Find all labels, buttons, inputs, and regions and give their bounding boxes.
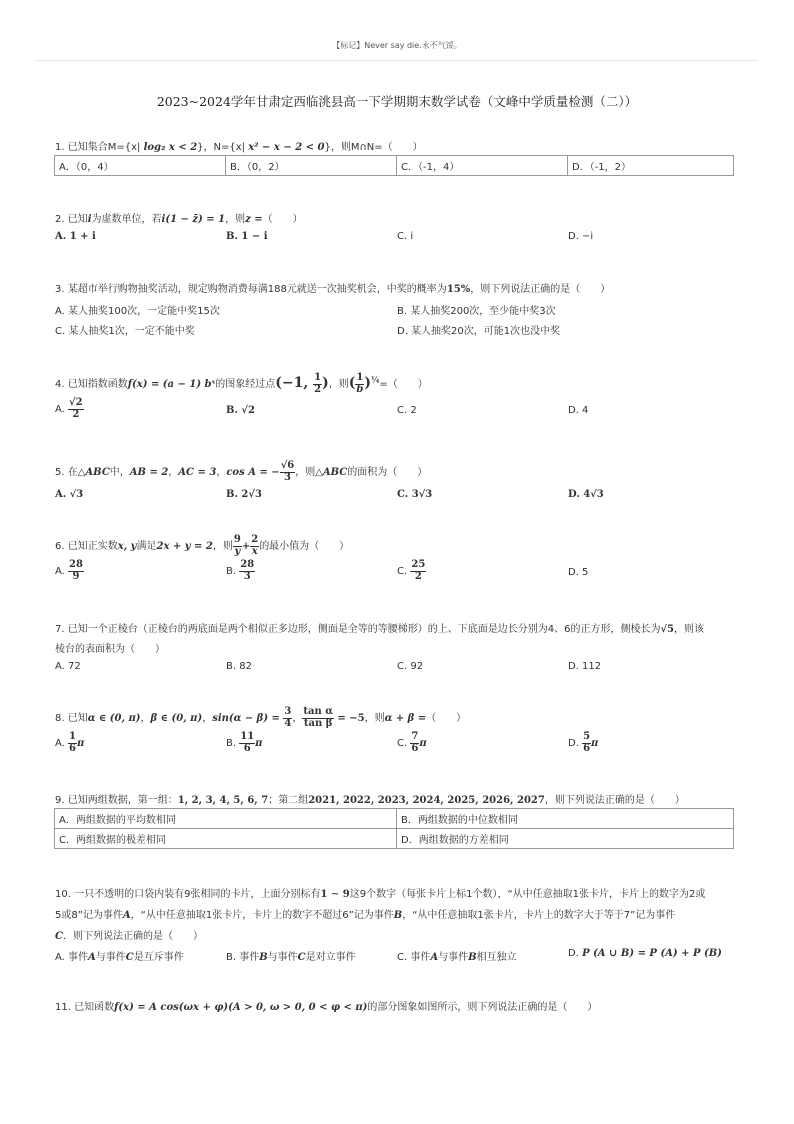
q9-stem-pre: 9. 已知两组数据，第一组： — [55, 795, 178, 806]
q8-tan-frac: $\frac{\text{tan α}}{\text{tan β}}$ — [303, 706, 333, 729]
question-1 — [55, 138, 423, 153]
q7-option-b[interactable]: B. 82 — [226, 661, 252, 672]
q10-event-a: A — [122, 910, 131, 921]
q8-option-c[interactable]: C. $\frac{7}{6}$ π — [397, 731, 427, 754]
q8-beta: β ∈ (0, π) — [150, 713, 203, 724]
q8-tan-eq: = −5 — [333, 713, 365, 724]
q3-option-a[interactable]: A. 某人抽奖100次，一定能中奖15次 — [55, 306, 220, 317]
q8-sum: α + β = — [384, 713, 427, 724]
question-2 — [55, 210, 303, 225]
q4-stem-mid: 的图象经过点 — [215, 379, 276, 390]
q5-stem-mid2: ，则 — [295, 467, 316, 478]
q10-option-c[interactable]: C. 事件A与事件B相互独立 — [397, 952, 517, 963]
q1-option-d[interactable]: D．（-1，2） — [568, 156, 734, 176]
q4-point-open: (−1, — [275, 375, 314, 391]
q5-sep2: ， — [216, 467, 227, 478]
q5-ac: AC = 3 — [178, 467, 217, 478]
q7-stem: 7. 已知一个正棱台（正棱台的两底面是两个相似正多边形，侧面是全等的等腰梯形）的上、下底面是边长分别为4、6的正方形，侧棱长为 — [55, 624, 661, 635]
q11-function: f(x) = A cos(ωx + φ)(A > 0, ω > 0, 0 < φ < π) — [114, 1002, 368, 1013]
q7-option-d[interactable]: D. 112 — [568, 661, 602, 672]
q6-frac-2: $\frac{2}{x}$ — [251, 534, 259, 557]
q10-option-b[interactable]: B. 事件B与事件C是对立事件 — [226, 952, 356, 963]
q10-stem-2c: ，“从中任意抽取1张卡片，卡片上的数字大于等于7”记为事件 — [402, 910, 676, 921]
q7-option-c[interactable]: C. 92 — [397, 661, 424, 672]
q10-event-c: C — [55, 931, 63, 942]
q9-group-2: 2021, 2022, 2023, 2024, 2025, 2026, 2027 — [308, 795, 545, 806]
question-8 — [55, 707, 466, 729]
q5-triangle-2: △ABC — [315, 467, 348, 478]
q5-option-a[interactable]: A. √3 — [55, 489, 84, 500]
q1-stem-pre: 1. 已知集合M={x| — [55, 142, 144, 153]
header-note: 【标记】Never say die.永不气馁。 — [332, 41, 462, 50]
q10-stem-2b: ，“从中任意抽取1张卡片，卡片上的数字不超过6”记为事件 — [130, 910, 394, 921]
q5-cos-frac: $\frac{√6}{3}$ — [280, 460, 295, 483]
q2-option-c[interactable]: C. i — [397, 231, 414, 242]
q6-option-c[interactable]: C. $\frac{25}{2}$ — [397, 559, 426, 582]
q5-cos: cos A = − — [226, 467, 280, 478]
q1-option-c[interactable]: C．（-1，4） — [397, 156, 568, 176]
q8-option-b[interactable]: B. $\frac{11}{6}$ π — [226, 731, 263, 754]
q6-plus: + — [241, 541, 251, 552]
q7-stem-cont: ，则该 — [673, 624, 704, 635]
question-10-line-3 — [55, 927, 203, 942]
q7-option-a[interactable]: A. 72 — [55, 661, 81, 672]
q1-math-quad: x² − x − 2 < 0 — [248, 142, 325, 153]
question-11 — [55, 998, 597, 1013]
q10-stem-1b: 这9个数字（每张卡片上标1个数），“从中任意抽取1张卡片，卡片上的数字为2或 — [349, 889, 706, 900]
q4-option-a[interactable]: A. $\frac{√2}{2}$ — [55, 397, 83, 420]
q5-option-c[interactable]: C. 3√3 — [397, 489, 433, 500]
q1-options-table — [54, 155, 734, 176]
q2-option-d[interactable]: D. −i — [568, 231, 594, 242]
q9-option-b[interactable]: B．两组数据的中位数相同 — [397, 809, 734, 829]
q9-option-c[interactable]: C．两组数据的极差相同 — [55, 829, 397, 849]
q10-event-b: B — [393, 910, 403, 921]
question-10-line-2 — [55, 906, 675, 921]
q3-option-d[interactable]: D. 某人抽奖20次，可能1次也没中奖 — [397, 326, 561, 337]
q4-stem-pre: 4. 已知指数函数 — [55, 379, 128, 390]
q5-triangle: △ABC — [77, 467, 110, 478]
q8-stem-mid: ，则 — [364, 713, 385, 724]
q11-stem-post: 的部分图象如图所示，则下列说法正确的是（ ） — [367, 1002, 598, 1013]
q4-half: $\frac{1}{2}$ — [314, 372, 322, 395]
q4-option-b[interactable]: B. √2 — [226, 405, 255, 416]
q9-options-table — [54, 808, 734, 849]
q10-option-d[interactable]: D. P (A ∪ B) = P (A) + P (B) — [568, 948, 722, 959]
q1-math-log: log₂ x < 2 — [143, 142, 198, 153]
q8-option-a[interactable]: A. $\frac{1}{6}$ π — [55, 731, 85, 754]
q4-one-over-b: $\frac{1}{b}$ — [356, 372, 364, 395]
q3-option-c[interactable]: C. 某人抽奖1次，一定不能中奖 — [55, 326, 195, 337]
q5-stem-pre: 5. 在 — [55, 467, 78, 478]
q8-stem-post: （ ） — [426, 713, 467, 724]
q9-option-d[interactable]: D．两组数据的方差相同 — [397, 829, 734, 849]
q3-stem: 3. 某超市举行购物抽奖活动，规定购物消费每满188元就送一次抽奖机会，中奖的概率为 — [55, 284, 447, 295]
q3-stem-post: ，则下列说法正确的是（ ） — [470, 284, 611, 295]
q6-option-b[interactable]: B. $\frac{28}{3}$ — [226, 559, 255, 582]
q10-stem-1a: 10. 一只不透明的口袋内装有9张相同的卡片，上面分别标有 — [55, 889, 321, 900]
q4-stem-mid2: ，则 — [328, 379, 349, 390]
q5-option-d[interactable]: D. 4√3 — [568, 489, 604, 500]
q6-xy: x, y — [117, 541, 137, 552]
question-6 — [55, 535, 349, 557]
q1-option-b[interactable]: B．（0，2） — [226, 156, 397, 176]
question-10-line-1 — [55, 885, 705, 900]
q4-stem-post: =（ ） — [379, 379, 428, 390]
q2-stem-mid2: ，则 — [225, 214, 246, 225]
q8-sin-frac: $\frac{3}{4}$ — [284, 706, 292, 729]
q6-option-d[interactable]: D. 5 — [568, 567, 589, 578]
q5-ab: AB = 2 — [129, 467, 169, 478]
q2-stem-post: （ ） — [262, 214, 303, 225]
q6-option-a[interactable]: A. $\frac{28}{9}$ — [55, 559, 83, 582]
q7-sqrt5: √5 — [660, 624, 674, 635]
q4-option-d[interactable]: D. 4 — [568, 405, 589, 416]
q6-stem-post: 的最小值为（ ） — [259, 541, 350, 552]
q2-math-z: z = — [245, 214, 263, 225]
q10-range: 1 ∼ 9 — [320, 889, 350, 900]
q2-stem-pre: 2. 已知 — [55, 214, 88, 225]
q3-option-b[interactable]: B. 某人抽奖200次，至少能中奖3次 — [397, 306, 556, 317]
q10-stem-2a: 5或8”记为事件 — [55, 910, 123, 921]
q2-math-eq: i(1 − z̄) = 1 — [161, 214, 226, 225]
q8-option-d[interactable]: D. $\frac{5}{6}$ π — [568, 731, 599, 754]
q1-stem-mid: }，N={x| — [197, 142, 249, 153]
q5-option-b[interactable]: B. 2√3 — [226, 489, 262, 500]
q10-option-a[interactable]: A. 事件A与事件C是互斥事件 — [55, 952, 184, 963]
q4-option-c[interactable]: C. 2 — [397, 405, 417, 416]
q6-stem-pre: 6. 已知正实数 — [55, 541, 118, 552]
q1-stem-post: }，则M∩N=（ ） — [324, 142, 423, 153]
question-9 — [55, 791, 685, 806]
question-3 — [55, 280, 610, 295]
q6-stem-mid: 满足 — [136, 541, 157, 552]
q8-sep3: ， — [292, 713, 303, 724]
q11-stem-pre: 11. 已知函数 — [55, 1002, 115, 1013]
q4-math-func: f(x) = (a − 1) bˣ — [127, 379, 216, 390]
paper-title: 2023~2024学年甘肃定西临洮县高一下学期期末数学试卷（文峰中学质量检测（二）） — [156, 94, 638, 109]
q2-option-a[interactable]: A. 1 + i — [55, 231, 96, 242]
q8-alpha: α ∈ (0, π) — [87, 713, 141, 724]
q5-stem-post: 的面积为（ ） — [347, 467, 428, 478]
q9-stem-mid: ；第二组 — [268, 795, 309, 806]
q8-sin: sin(α − β) = — [212, 713, 284, 724]
q2-option-b[interactable]: B. 1 − i — [226, 231, 268, 242]
question-7-line-2: 棱台的表面积为（ ） — [55, 644, 165, 655]
q6-frac-1: $\frac{9}{y}$ — [233, 534, 241, 557]
q10-stem-3: ．则下列说法正确的是（ ） — [62, 931, 203, 942]
q9-group-1: 1, 2, 3, 4, 5, 6, 7 — [177, 795, 269, 806]
q4-exponent: ¼ — [370, 374, 380, 385]
q5-stem-mid: 中， — [109, 467, 130, 478]
q2-math-i: i — [87, 214, 92, 225]
q8-sep: ， — [140, 713, 151, 724]
q6-stem-mid2: ，则 — [212, 541, 233, 552]
q1-option-a[interactable]: A．（0，4） — [55, 156, 226, 176]
header-divider — [36, 60, 758, 61]
q8-sep2: ， — [202, 713, 213, 724]
q8-stem-pre: 8. 已知 — [55, 713, 88, 724]
q2-stem-mid: 为虚数单位，若 — [91, 214, 162, 225]
q3-percent: 15% — [446, 284, 471, 295]
q4-point-close: ) — [322, 375, 329, 391]
question-4: 4. 已知指数函数f(x) = (a − 1) bˣ的图象经过点(−1, $\frac{1}{2}$ )，则( $\frac{1}{b}$ )$^{\frac{1}{4}}$=（ ） — [55, 372, 428, 395]
question-5 — [55, 461, 427, 483]
question-7-line-1 — [55, 620, 704, 635]
q5-sep: ， — [168, 467, 179, 478]
q6-eq: 2x + y = 2 — [156, 541, 213, 552]
q9-option-a[interactable]: A．两组数据的平均数相同 — [55, 809, 397, 829]
q9-stem-post: ，则下列说法正确的是（ ） — [544, 795, 685, 806]
